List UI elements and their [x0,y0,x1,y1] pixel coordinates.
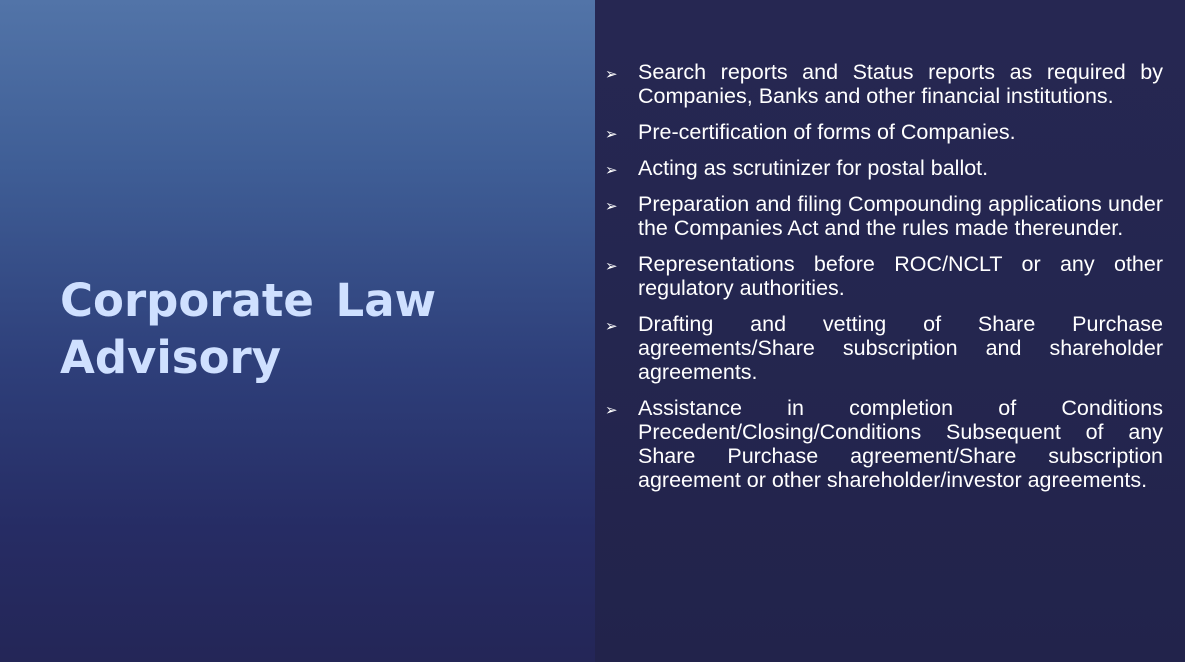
bullet-item [605,396,1163,492]
arrowhead-bullet-icon: ➢ [605,257,618,275]
arrowhead-bullet-icon: ➢ [605,65,618,83]
bullet-item [605,192,1163,240]
bullet-item [605,120,1163,144]
bullet-item [605,312,1163,384]
slide-title: Corporate Law Advisory [60,274,437,384]
arrowhead-bullet-icon: ➢ [605,125,618,143]
bullet-text: Pre-certification of forms of Companies. [638,120,1016,144]
bullet-text: Assistance in completion of Conditions Precedent/Closing/Conditions Subsequent of any Share Purchase agreement/Share subscription agreement or other shareholder/investor agreements. [638,396,1163,492]
bullet-text: Acting as scrutinizer for postal ballot. [638,156,989,180]
bullet-text: Search reports and Status reports as required by Companies, Banks and other financial institutions. [638,60,1163,108]
arrowhead-bullet-icon: ➢ [605,161,618,179]
arrowhead-bullet-icon: ➢ [605,197,618,215]
bullet-item [605,156,1163,180]
bullet-text: Preparation and filing Compounding applications under the Companies Act and the rules made thereunder. [638,192,1163,240]
arrowhead-bullet-icon: ➢ [605,401,618,419]
arrowhead-bullet-icon: ➢ [605,317,618,335]
bullet-list [605,60,1163,504]
bullet-item [605,60,1163,108]
bullet-item [605,252,1163,300]
bullet-text: Representations before ROC/NCLT or any other regulatory authorities. [638,252,1163,300]
bullet-text: Drafting and vetting of Share Purchase agreements/Share subscription and shareholder agreements. [638,312,1163,384]
